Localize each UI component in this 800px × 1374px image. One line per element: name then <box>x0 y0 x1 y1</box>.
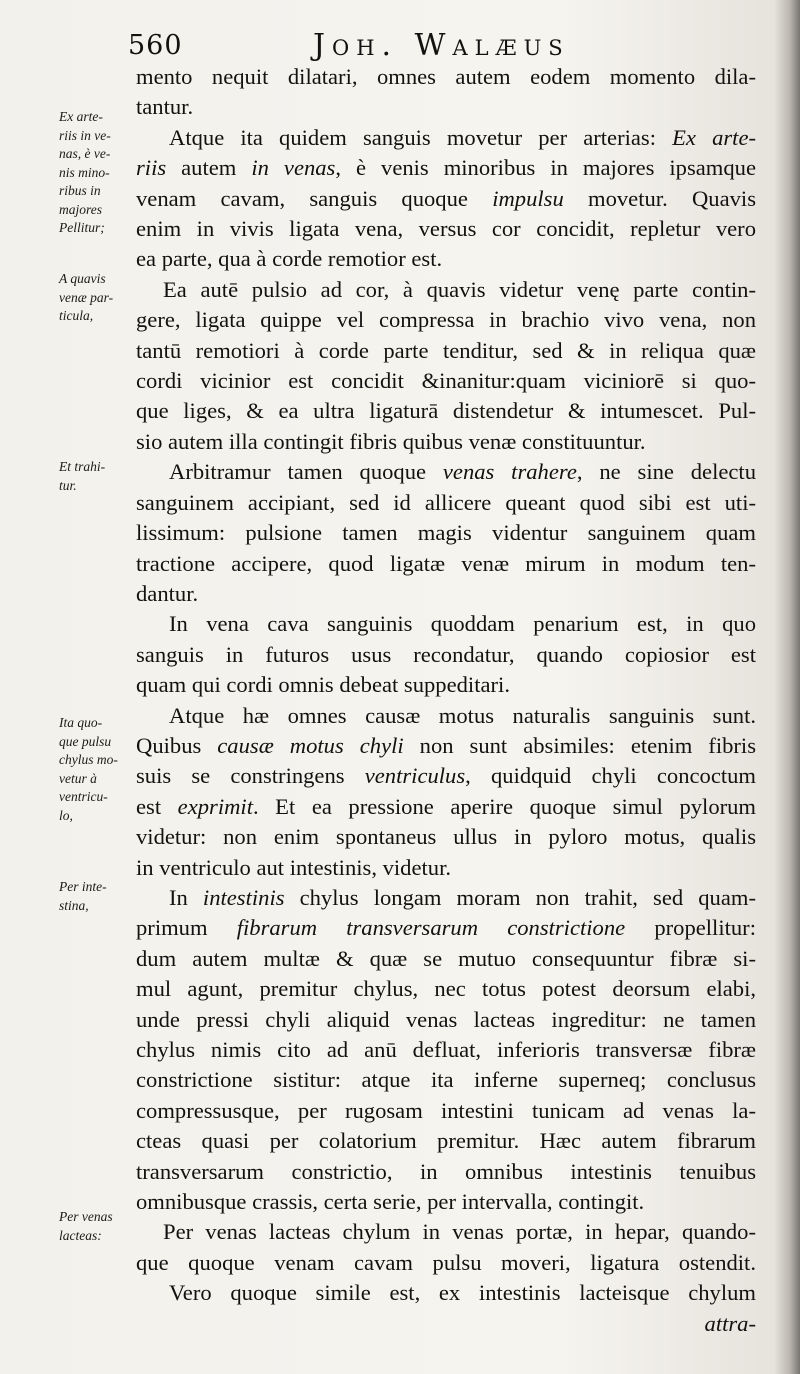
text-run-italic: causæ motus chyli <box>217 732 404 758</box>
margin-note-line: tur. <box>59 477 77 493</box>
text-line <box>136 123 756 153</box>
text-line <box>136 913 756 943</box>
text-run: Quibus <box>136 732 218 758</box>
margin-note-line: nis mino- <box>59 164 110 180</box>
margin-note-line: Per inte- <box>59 879 107 894</box>
page-header <box>128 26 748 66</box>
running-head: Joh. Walæus <box>313 28 570 63</box>
text-line: cteas quasi per colatorium premitur. Hæc autem fibrarum <box>136 1128 756 1154</box>
text-run: movetur. Quavis <box>563 185 756 211</box>
text-run: , quidquid chyli concoctum <box>465 763 756 789</box>
text-line: unde pressi chyli aliquid venas lacteas ingreditur: ne tamen <box>136 1006 756 1032</box>
margin-note-6 <box>59 1208 139 1245</box>
page-number: 560 <box>128 30 183 61</box>
text-line: compressusque, per rugosam intestini tunicam ad venas la- <box>136 1097 756 1123</box>
page-gutter-shadow <box>774 0 800 1374</box>
text-run-italic: Ex arte- <box>672 124 756 150</box>
margin-note-1 <box>59 108 139 238</box>
text-run-italic: venas trahere <box>442 459 577 485</box>
catchword: attra- <box>704 1310 756 1336</box>
text-line <box>136 153 756 183</box>
margin-note-line: Pellitur; <box>59 220 105 235</box>
text-run-italic: impulsu <box>492 185 564 211</box>
text-run: chylus longam moram non trahit, sed quam- <box>284 884 756 910</box>
text-line: in ventriculo aut intestinis, videtur. <box>136 854 452 880</box>
margin-note-line: stina, <box>59 897 89 913</box>
margin-note-line: ticula, <box>59 308 94 323</box>
text-run-italic: exprimit <box>177 793 253 819</box>
text-line: mento nequit dilatari, omnes autem eodem momento dila- <box>136 64 756 89</box>
text-run: , ne sine delectu <box>576 459 756 485</box>
margin-note-line: que pulsu <box>59 733 112 749</box>
text-run: In <box>169 884 203 910</box>
margin-note-line: ventricu- <box>59 789 108 804</box>
margin-note-line: chylus mo- <box>59 752 118 767</box>
text-line: Vero quoque simile est, ex intestinis lacteisque chylum <box>169 1280 756 1306</box>
text-line <box>136 761 756 791</box>
margin-note-4 <box>59 714 139 825</box>
text-line: dantur. <box>136 580 199 606</box>
text-line: enim in vivis ligata vena, versus cor concidit, repletur vero <box>136 216 756 242</box>
text-line: Per venas lacteas chylum in venas portæ, in hepar, quando- <box>163 1219 756 1245</box>
text-line <box>136 792 756 822</box>
margin-note-line: lo, <box>59 807 73 823</box>
text-run: , è venis minoribus in majores ipsamque <box>335 155 756 181</box>
text-run: suis se constringens <box>136 763 365 789</box>
text-run-italic: ventriculus <box>364 763 466 789</box>
text-run: venam cavam, sanguis quoque <box>136 185 493 211</box>
margin-note-line: Per venas <box>59 1209 113 1224</box>
text-line: ea parte, qua à corde remotior est. <box>136 246 443 272</box>
text-run-italic: intestinis <box>202 884 285 910</box>
text-run-italic: riis <box>136 155 167 181</box>
text-run: autem <box>166 155 252 181</box>
margin-note-3 <box>59 458 139 495</box>
text-line <box>136 184 756 214</box>
text-line: tractione accipere, quod ligatæ venæ mirum in modum ten- <box>136 550 756 576</box>
text-line: chylus nimis cito ad anū defluat, inferioris transversæ fibræ <box>136 1037 756 1062</box>
margin-note-line: Et trahi- <box>59 459 106 474</box>
margin-note-line: vetur à <box>59 770 97 786</box>
text-run: Arbitramur tamen quoque <box>169 459 443 485</box>
text-line: videtur: non enim spontaneus ullus in pyloro motus, qualis <box>136 824 756 850</box>
margin-note-line: ribus in <box>59 183 101 198</box>
text-line: sio autem illa contingit fibris quibus venæ constituuntur. <box>136 428 646 454</box>
text-line: Atque hæ omnes causæ motus naturalis sanguinis sunt. <box>169 702 756 728</box>
margin-note-5 <box>59 878 139 915</box>
margin-note-line: Ex arte- <box>59 109 103 124</box>
margin-note-line: Ita quo- <box>59 715 103 730</box>
text-line: Ea autē pulsio ad cor, à quavis videtur venę parte contin- <box>163 276 756 302</box>
text-line: sanguis in futuros usus recondatur, quando copiosior est <box>136 641 756 667</box>
text-line: sanguinem accipiant, sed id allicere queant quod sibi est uti- <box>136 489 756 515</box>
margin-note-line: venæ par- <box>59 289 114 305</box>
text-line: In vena cava sanguinis quoddam penarium est, in quo <box>169 611 756 637</box>
text-line: dum autem multæ & quæ se mutuo consequuntur fibræ si- <box>136 945 756 971</box>
text-line <box>136 731 756 761</box>
text-run: primum <box>136 915 237 941</box>
text-line <box>136 457 756 487</box>
margin-note-2 <box>59 270 139 326</box>
text-run-italic: fibrarum transversarum constrictione <box>236 915 626 941</box>
text-line: transversarum constrictio, in omnibus intestinis tenuibus <box>136 1158 756 1184</box>
text-run: . Et ea pressione aperire quoque simul pylorum <box>252 793 757 819</box>
text-line: que liges, & ea ultra ligaturā distendetur & intumescet. Pul- <box>136 398 756 424</box>
text-run-italic: in venas <box>251 155 336 181</box>
text-run: est <box>136 793 178 819</box>
margin-note-line: majores <box>59 201 102 217</box>
text-line <box>136 883 756 913</box>
text-line: constrictione sistitur: atque ita inferne superneq; conclusus <box>136 1067 756 1093</box>
main-text <box>136 62 756 1339</box>
text-line: omnibusque crassis, certa serie, per intervalla, contingit. <box>136 1189 645 1215</box>
text-line: que quoque venam cavam pulsu moveri, ligatura ostendit. <box>136 1249 756 1275</box>
text-run: non sunt absimiles: etenim fibris <box>403 732 756 758</box>
margin-note-line: A quavis <box>59 271 106 286</box>
text-line: gere, ligata quippe vel compressa in brachio vivo vena, non <box>136 307 756 333</box>
text-line: tantū remotiori à corde parte tenditur, sed & in reliqua quæ <box>136 337 756 363</box>
text-line: mul agunt, premitur chylus, nec totus potest deorsum elabi, <box>136 976 756 1002</box>
text-line: quam qui cordi omnis debeat suppeditari. <box>136 672 510 698</box>
text-line: lissimum: pulsione tamen magis videntur sanguinem quam <box>136 520 756 546</box>
margin-note-line: riis in ve- <box>59 127 111 143</box>
margin-note-line: nas, è ve- <box>59 146 111 161</box>
text-line: tantur. <box>136 94 194 120</box>
text-line: cordi vicinior est concidit &inanitur:quam viciniorē si quo- <box>136 368 756 394</box>
text-run: propellitur: <box>625 915 756 941</box>
margin-note-line: lacteas: <box>59 1227 102 1243</box>
text-run: Atque ita quidem sanguis movetur per arterias: <box>169 124 673 150</box>
